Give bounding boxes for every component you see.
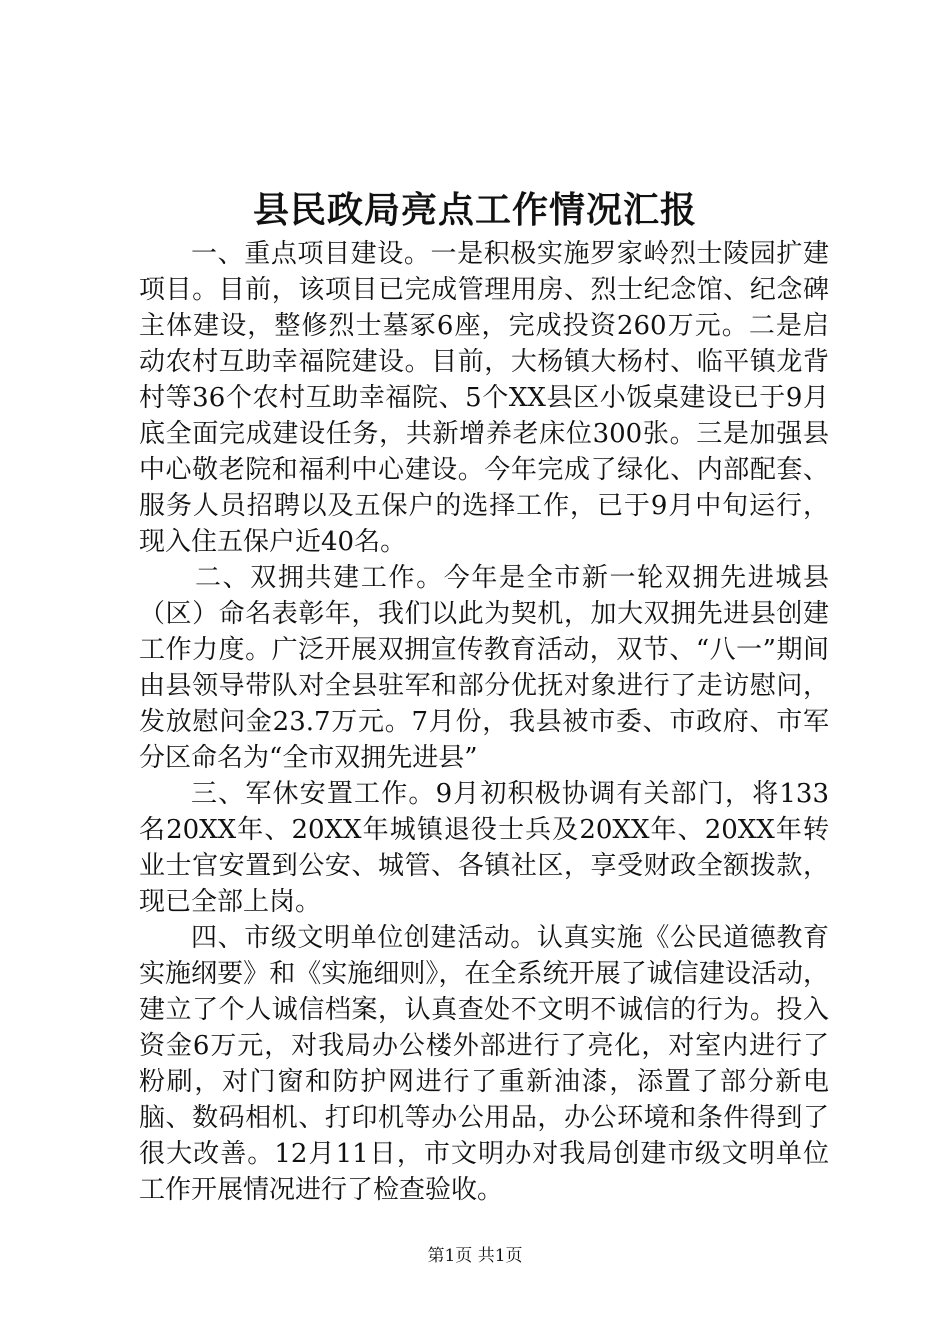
paragraph-retired-military: 三、军休安置工作。9月初积极协调有关部门，将133名20XX年、20XX年城镇退役士兵及20XX年、20XX年转业士官安置到公安、城管、各镇社区，享受财政全额拨款，现已全部上岗。 (139, 779, 829, 917)
paragraph-key-projects: 一、重点项目建设。一是积极实施罗家岭烈士陵园扩建项目。目前，该项目已完成管理用房、烈士纪念馆、纪念碑主体建设，整修烈士墓冢6座，完成投资260万元。二是启动农村互助幸福院建设。目前，大杨镇大杨村、临平镇龙背村等36个农村互助幸福院、5个XX县区小饭桌建设已于9月底全面完成建设任务，共新增养老床位300张。三是加强县中心敬老院和福利中心建设。今年完成了绿化、内部配套、服务人员招聘以及五保户的选择工作，已于9月中旬运行，现入住五保户近40名。 (139, 239, 829, 557)
paragraph-dual-support: 二、双拥共建工作。今年是全市新一轮双拥先进城县（区）命名表彰年，我们以此为契机，加大双拥先进县创建工作力度。广泛开展双拥宣传教育活动，双节、“八一”期间由县领导带队对全县驻军和部分优抚对象进行了走访慰问，发放慰问金23.7万元。7月份，我县被市委、市政府、市军分区命名为“全市双拥先进县” (139, 563, 829, 773)
paragraph-civilized-unit: 四、市级文明单位创建活动。认真实施《公民道德教育实施纲要》和《实施细则》，在全系统开展了诚信建设活动，建立了个人诚信档案，认真查处不文明不诚信的行为。投入资金6万元，对我局办公楼外部进行了亮化，对室内进行了粉刷，对门窗和防护网进行了重新油漆，添置了部分新电脑、数码相机、打印机等办公用品，办公环境和条件得到了很大改善。12月11日，市文明办对我局创建市级文明单位工作开展情况进行了检查验收。 (139, 923, 829, 1205)
document-body (139, 236, 829, 1208)
document-title: 县民政局亮点工作情况汇报 (252, 189, 697, 231)
page-footer: 第1页 共1页 (427, 1246, 523, 1266)
